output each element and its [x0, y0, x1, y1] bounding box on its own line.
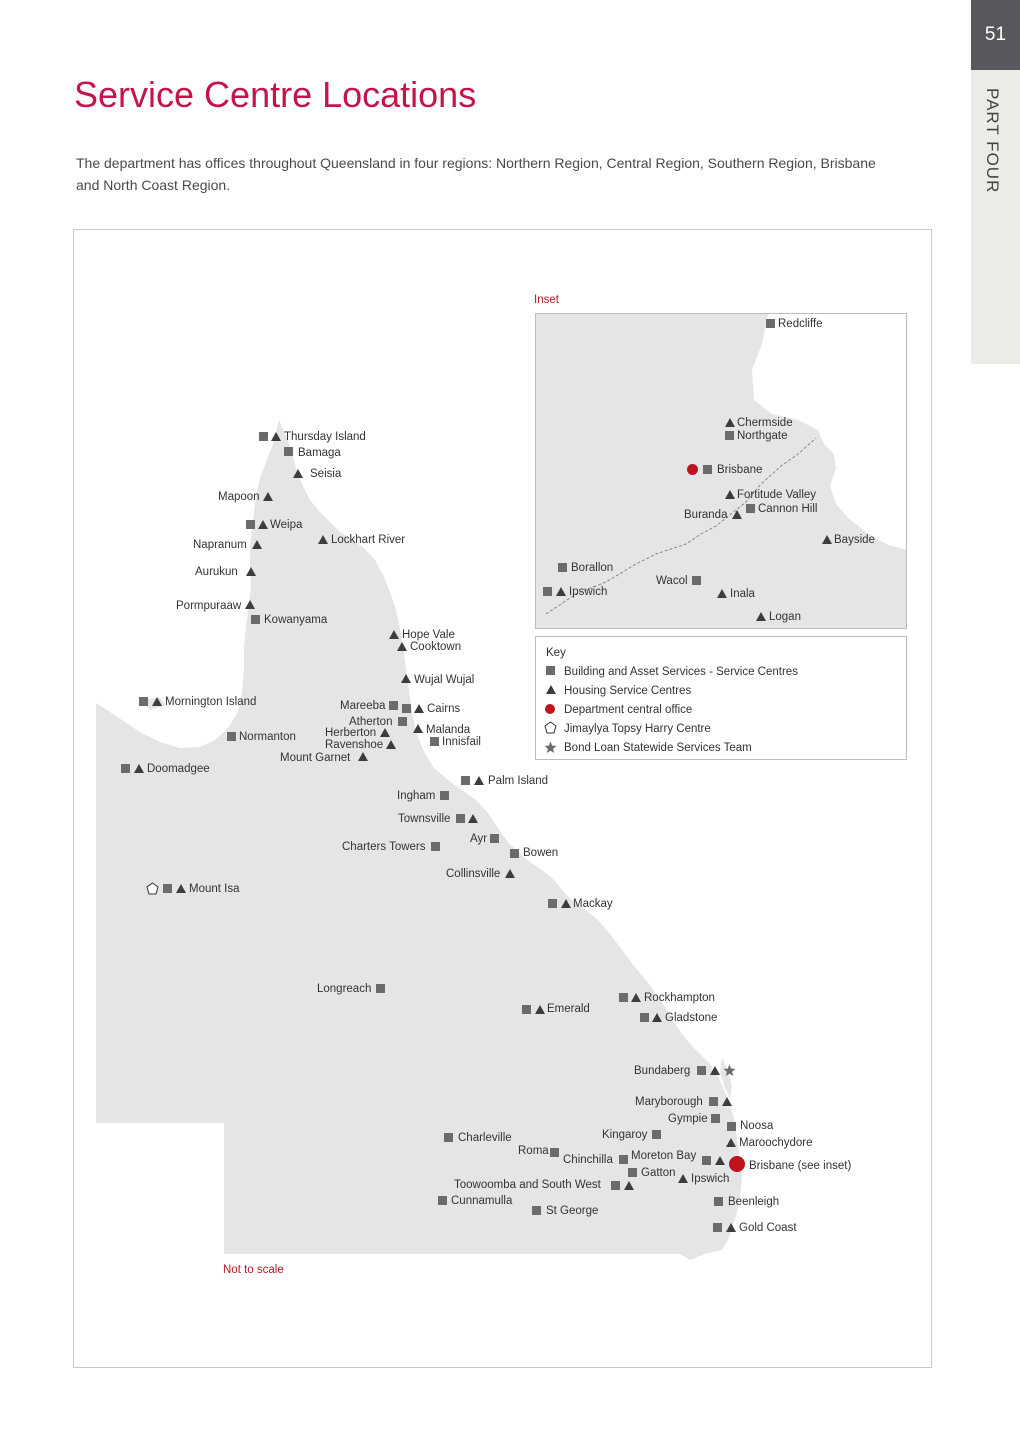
label-mornington-island: Mornington Island: [165, 696, 257, 708]
triangle-marker: [397, 642, 407, 651]
inset-label-northgate: Northgate: [737, 430, 788, 442]
square-marker: [456, 814, 465, 823]
inset-label-inala: Inala: [730, 588, 755, 600]
triangle-marker: [822, 535, 832, 544]
label-cunnamulla: Cunnamulla: [451, 1195, 513, 1207]
square-marker: [532, 1206, 541, 1215]
square-marker: [440, 791, 449, 800]
square-marker: [139, 697, 148, 706]
square-marker: [430, 737, 439, 746]
not-to-scale-note: Not to scale: [223, 1264, 284, 1276]
key-label: Jimaylya Topsy Harry Centre: [564, 723, 711, 735]
pentagon-marker: [146, 882, 159, 895]
square-marker: [714, 1197, 723, 1206]
label-cooktown: Cooktown: [410, 641, 462, 653]
square-marker: [550, 1148, 559, 1157]
label-pormpuraaw: Pormpuraaw: [176, 600, 242, 612]
label-ayr: Ayr: [470, 833, 488, 845]
inset-label-borallon: Borallon: [571, 562, 614, 574]
key-label: Housing Service Centres: [564, 685, 692, 697]
central-office-marker: [687, 464, 698, 475]
square-marker: [727, 1122, 736, 1131]
square-marker: [543, 587, 552, 596]
triangle-marker: [652, 1013, 662, 1022]
square-marker: [640, 1013, 649, 1022]
square-marker: [251, 615, 260, 624]
label-hope-vale: Hope Vale: [402, 629, 455, 641]
triangle-marker: [726, 1138, 736, 1147]
label-bamaga: Bamaga: [298, 447, 341, 459]
label-maryborough: Maryborough: [635, 1096, 703, 1108]
label-ipswich: Ipswich: [691, 1173, 730, 1185]
part-label: PART FOUR: [983, 88, 1002, 194]
square-marker: [376, 984, 385, 993]
label-kingaroy: Kingaroy: [602, 1129, 648, 1141]
central-office-marker: [729, 1156, 745, 1172]
triangle-marker: [756, 612, 766, 621]
square-marker: [611, 1181, 620, 1190]
triangle-marker: [414, 704, 424, 713]
label-lockhart-river: Lockhart River: [331, 534, 406, 546]
label-emerald: Emerald: [547, 1003, 590, 1015]
label-toowoomba: Toowoomba and South West: [454, 1179, 601, 1191]
triangle-marker: [263, 492, 273, 501]
label-palm-island: Palm Island: [488, 775, 549, 787]
triangle-marker: [717, 589, 727, 598]
intro-paragraph: The department has offices throughout Queensland in four regions: Northern Region, Central Region, Southern Region, Brisbane and North Coast Region.: [76, 155, 876, 193]
triangle-marker: [380, 728, 390, 737]
label-thursday-island: Thursday Island: [284, 431, 366, 443]
label-mount-isa: Mount Isa: [189, 883, 240, 895]
square-marker: [697, 1066, 706, 1075]
triangle-marker: [271, 432, 281, 441]
triangle-marker: [726, 1223, 736, 1232]
square-marker: [709, 1097, 718, 1106]
square-marker: [711, 1114, 720, 1123]
label-charters-towers: Charters Towers: [342, 841, 426, 853]
square-marker: [725, 431, 734, 440]
inset-label-logan: Logan: [769, 611, 801, 623]
triangle-marker: [293, 469, 303, 478]
key-label: Bond Loan Statewide Services Team: [564, 742, 752, 754]
inset-label-bayside: Bayside: [834, 534, 875, 546]
square-marker: [402, 704, 411, 713]
red-dot-icon: [545, 704, 555, 714]
triangle-marker: [318, 535, 328, 544]
triangle-marker: [631, 993, 641, 1002]
star-marker: [723, 1064, 736, 1077]
label-gold-coast: Gold Coast: [739, 1222, 797, 1234]
page-title: Service Centre Locations: [74, 74, 477, 115]
triangle-marker: [152, 697, 162, 706]
label-moreton-bay: Moreton Bay: [631, 1150, 697, 1162]
inset-label-fortitude-valley: Fortitude Valley: [737, 489, 817, 501]
map-key: [535, 636, 907, 760]
label-herberton: Herberton: [325, 727, 377, 739]
inset-heading: Inset: [534, 294, 559, 306]
triangle-marker: [725, 490, 735, 499]
label-gladstone: Gladstone: [665, 1012, 718, 1024]
label-noosa: Noosa: [740, 1120, 774, 1132]
label-innisfail: Innisfail: [442, 736, 481, 748]
inset-label-brisbane: Brisbane: [717, 464, 763, 476]
inset-label-chermside: Chermside: [737, 417, 793, 429]
label-longreach: Longreach: [317, 983, 372, 995]
triangle-marker: [710, 1066, 720, 1075]
label-gympie: Gympie: [668, 1113, 708, 1125]
square-marker: [121, 764, 130, 773]
square-marker: [692, 576, 701, 585]
square-marker: [628, 1168, 637, 1177]
inset-label-cannon-hill: Cannon Hill: [758, 503, 818, 515]
square-marker: [558, 563, 567, 572]
triangle-marker: [474, 776, 484, 785]
triangle-marker: [725, 418, 735, 427]
square-marker: [444, 1133, 453, 1142]
square-marker: [713, 1223, 722, 1232]
triangle-marker: [246, 567, 256, 576]
label-bundaberg: Bundaberg: [634, 1065, 691, 1077]
triangle-icon: [546, 685, 556, 694]
label-weipa: Weipa: [270, 519, 303, 531]
label-seisia: Seisia: [310, 468, 342, 480]
square-marker: [703, 465, 712, 474]
label-ravenshoe: Ravenshoe: [325, 739, 384, 751]
label-charleville: Charleville: [458, 1132, 512, 1144]
label-bowen: Bowen: [523, 847, 559, 859]
label-mount-garnet: Mount Garnet: [280, 752, 351, 764]
label-mackay: Mackay: [573, 898, 613, 910]
square-marker: [284, 447, 293, 456]
label-roma: Roma: [518, 1145, 549, 1157]
label-beenleigh: Beenleigh: [728, 1196, 780, 1208]
triangle-marker: [535, 1005, 545, 1014]
square-marker: [431, 842, 440, 851]
inset-label-buranda: Buranda: [684, 509, 728, 521]
square-marker: [746, 504, 755, 513]
page-number: 51: [971, 0, 1020, 70]
pentagon-icon: [544, 721, 557, 734]
triangle-marker: [722, 1097, 732, 1106]
square-marker: [461, 776, 470, 785]
square-marker: [398, 717, 407, 726]
triangle-marker: [258, 520, 268, 529]
triangle-marker: [732, 510, 742, 519]
triangle-marker: [715, 1156, 725, 1165]
label-atherton: Atherton: [349, 716, 393, 728]
square-marker: [438, 1196, 447, 1205]
square-marker: [702, 1156, 711, 1165]
inset-label-wacol: Wacol: [656, 575, 688, 587]
square-marker: [766, 319, 775, 328]
inset-label-redcliffe: Redcliffe: [778, 318, 823, 330]
label-maroochydore: Maroochydore: [739, 1137, 813, 1149]
label-malanda: Malanda: [426, 724, 471, 736]
label-cairns: Cairns: [427, 703, 461, 715]
label-chinchilla: Chinchilla: [563, 1154, 613, 1166]
square-marker: [227, 732, 236, 741]
triangle-marker: [678, 1174, 688, 1183]
label-aurukun: Aurukun: [195, 566, 238, 578]
square-marker: [522, 1005, 531, 1014]
label-brisbane-see-inset: Brisbane (see inset): [749, 1160, 852, 1172]
triangle-marker: [505, 869, 515, 878]
square-marker: [246, 520, 255, 529]
key-title: Key: [546, 647, 566, 659]
square-marker: [548, 899, 557, 908]
star-icon: [544, 741, 557, 754]
triangle-marker: [556, 587, 566, 596]
triangle-marker: [134, 764, 144, 773]
label-doomadgee: Doomadgee: [147, 763, 210, 775]
label-normanton: Normanton: [239, 731, 296, 743]
triangle-marker: [624, 1181, 634, 1190]
label-napranum: Napranum: [193, 539, 247, 551]
inset-label-ipswich: Ipswich: [569, 586, 608, 598]
square-marker: [490, 834, 499, 843]
key-label: Building and Asset Services - Service Centres: [564, 666, 798, 678]
triangle-marker: [176, 884, 186, 893]
triangle-marker: [245, 600, 255, 609]
inset-map: [535, 313, 907, 629]
square-marker: [619, 993, 628, 1002]
label-ingham: Ingham: [397, 790, 436, 802]
triangle-marker: [401, 674, 411, 683]
triangle-marker: [386, 740, 396, 749]
triangle-marker: [413, 724, 423, 733]
square-marker: [389, 701, 398, 710]
triangle-marker: [561, 899, 571, 908]
triangle-marker: [252, 540, 262, 549]
square-marker: [510, 849, 519, 858]
label-collinsville: Collinsville: [446, 868, 501, 880]
square-icon: [546, 666, 555, 675]
triangle-marker: [389, 630, 399, 639]
label-st-george: St George: [546, 1205, 599, 1217]
label-mapoon: Mapoon: [218, 491, 260, 503]
label-townsville: Townsville: [398, 813, 451, 825]
square-marker: [619, 1155, 628, 1164]
label-wujal-wujal: Wujal Wujal: [414, 674, 475, 686]
square-marker: [259, 432, 268, 441]
triangle-marker: [468, 814, 478, 823]
square-marker: [163, 884, 172, 893]
key-label: Department central office: [564, 704, 693, 716]
triangle-marker: [358, 752, 368, 761]
label-rockhampton: Rockhampton: [644, 992, 715, 1004]
label-kowanyama: Kowanyama: [264, 614, 328, 626]
square-marker: [652, 1130, 661, 1139]
label-mareeba: Mareeba: [340, 700, 386, 712]
label-gatton: Gatton: [641, 1167, 676, 1179]
